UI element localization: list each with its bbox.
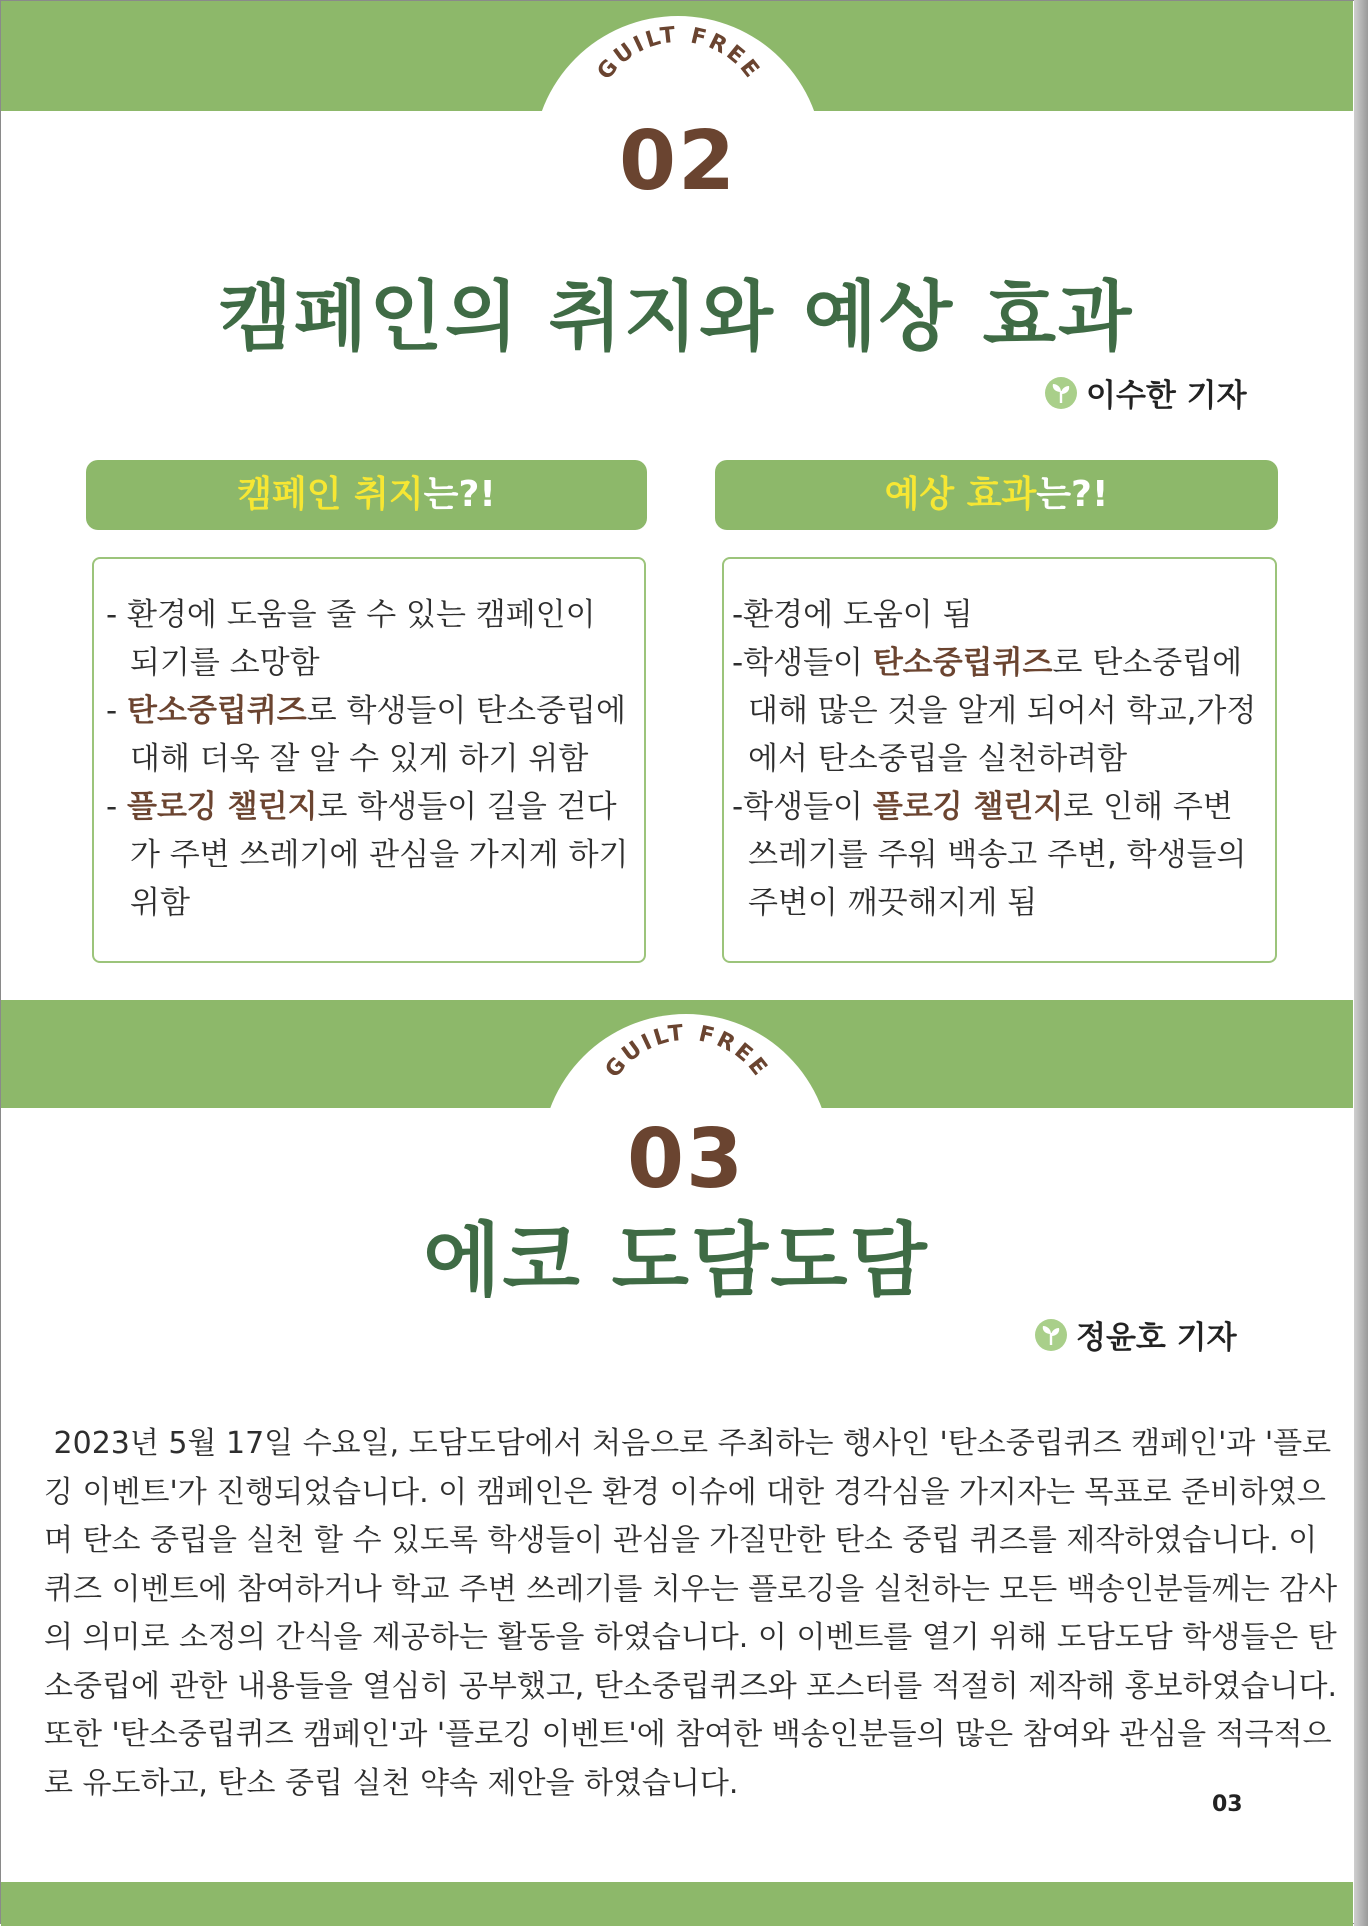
list-item-text: 로 학생들이 길을 걷다가 주변 쓰레기에 관심을 가지게 하기 위함: [130, 789, 629, 921]
right-header-suffix: 는?!: [1036, 474, 1109, 515]
list-item: [106, 687, 634, 783]
emphasis-term: 플로깅 챌린지: [872, 789, 1064, 825]
section-03-byline: [1034, 1312, 1237, 1357]
left-content-box: [92, 557, 646, 963]
section-02-byline: [1044, 370, 1247, 415]
list-item: [106, 591, 634, 687]
badge-02-arc-label: GUILT FREE: [592, 22, 766, 85]
badge-03-arc-label: GUILT FREE: [600, 1020, 774, 1083]
right-content-box: [722, 557, 1277, 963]
section-03-number: 03: [626, 1112, 746, 1207]
list-item: [732, 591, 1265, 639]
list-item-text: -환경에 도움이 됨: [732, 597, 973, 633]
list-item: [106, 783, 634, 927]
left-header-highlight: 캠페인 취지: [237, 474, 424, 515]
section-02-number: 02: [618, 114, 738, 209]
left-header-pill: [86, 460, 647, 530]
list-item-text: - 환경에 도움을 줄 수 있는 캠페인이 되기를 소망함: [106, 597, 596, 681]
left-header-suffix: 는?!: [423, 474, 496, 515]
emphasis-term: 탄소중립퀴즈: [127, 693, 307, 729]
right-header-highlight: 예상 효과: [884, 474, 1037, 515]
bottom-green-band: [1, 1882, 1353, 1926]
sprout-icon: [1044, 376, 1078, 410]
emphasis-term: 탄소중립퀴즈: [872, 645, 1053, 681]
list-item-text: -학생들이: [732, 789, 873, 825]
list-item-text: -학생들이: [732, 645, 873, 681]
list-item: [732, 639, 1265, 783]
emphasis-term: 플로깅 챌린지: [127, 789, 318, 825]
byline-name: 이수한 기자: [1086, 378, 1247, 414]
svg-text:GUILT FREE: [601, 1021, 774, 1083]
list-item-text: -: [106, 789, 128, 825]
article-body: 2023년 5월 17일 수요일, 도담도담에서 처음으로 주최하는 행사인 '탄소중립퀴즈 캠페인'과 '플로깅 이벤트'가 진행되었습니다. 이 캠페인은 환경 이슈에 대한 경각심을 가지자는 목표로 준비하였으며 탄소 중립을 실천 할 수 있도록 학생들이 관심을 가질만한 탄소 중립 퀴즈를 제작하였습니다. 이 퀴즈 이벤트에 참여하거나 학교 주변 쓰레기를 치우는 플로깅을 실천하는 모든 백송인분들께는 감사의 의미로 소정의 간식을 제공하는 활동을 하였습니다. 이 이벤트를 열기 위해 도담도담 학생들은 탄소중립에 관한 내용들을 열심히 공부했고, 탄소중립퀴즈와 포스터를 적절히 제작해 홍보하였습니다. 또한 '탄소중립퀴즈 캠페인'과 '플로깅 이벤트'에 참여한 백송인분들의 많은 참여와 관심을 적극적으로 유도하고, 탄소 중립 실천 약속 제안을 하였습니다.: [44, 1426, 1347, 1801]
list-item-text: -: [106, 693, 128, 729]
page-number: 03: [1212, 1792, 1243, 1817]
list-item-text: 로 인해 주변 쓰레기를 주워 백송고 주변, 학생들의 주변이 깨끗해지게 됨: [748, 789, 1247, 921]
byline-name: 정윤호 기자: [1076, 1320, 1237, 1356]
sprout-icon: [1034, 1318, 1068, 1352]
list-item-text: 로 탄소중립에 대해 많은 것을 알게 되어서 학교,가정에서 탄소중립을 실천하려함: [748, 645, 1257, 777]
list-item: [732, 783, 1265, 927]
list-item-text: 로 학생들이 탄소중립에 대해 더욱 잘 알 수 있게 하기 위함: [130, 693, 626, 777]
right-header-pill: [715, 460, 1278, 530]
section-03-title: 에코 도담도담: [423, 1214, 929, 1307]
section-02-title: 캠페인의 취지와 예상 효과: [218, 272, 1134, 361]
page-edge-shadow: [1354, 0, 1368, 1926]
svg-text:GUILT FREE: [593, 23, 766, 85]
